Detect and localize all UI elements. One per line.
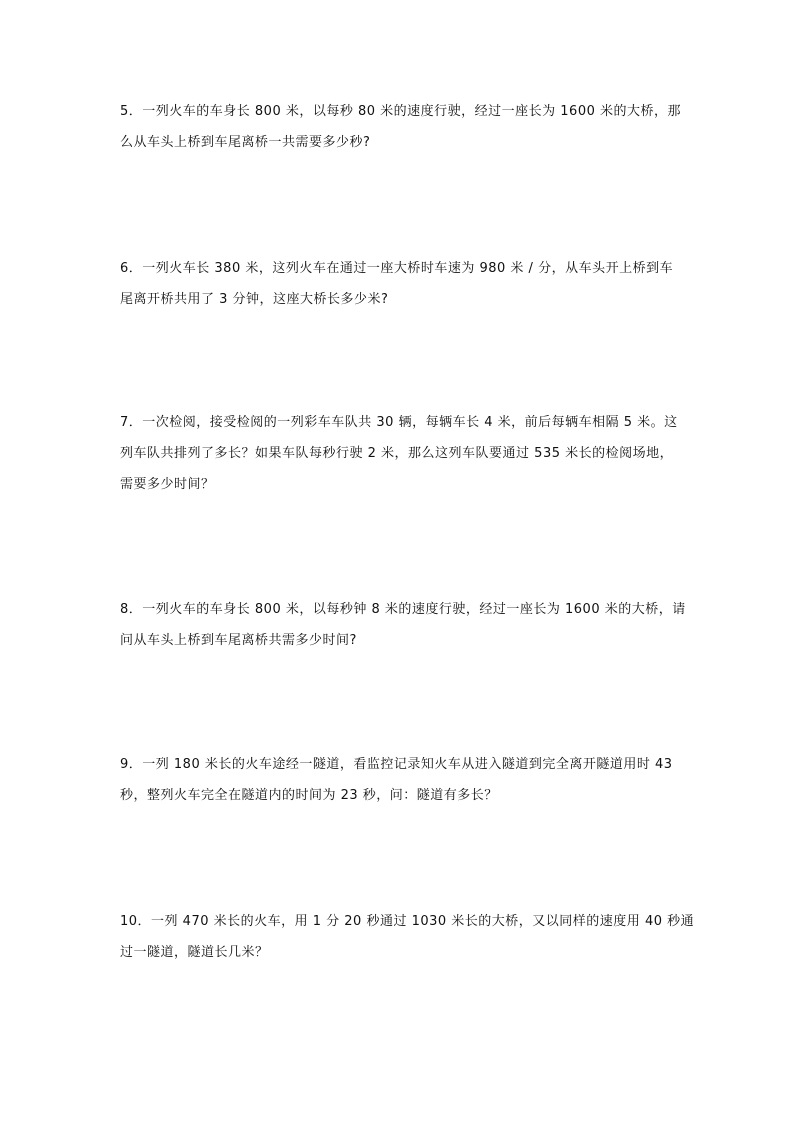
problem-6-line-1: 6．一列火车长 380 米，这列火车在通过一座大桥时车速为 980 米 / 分，从车头开上桥到车 — [120, 261, 674, 276]
problem-5-line-2: 么从车头上桥到车尾离桥一共需要多少秒? — [120, 135, 371, 150]
problem-7-line-2: 列车队共排列了多长？如果车队每秒行驶 2 米，那么这列车队要通过 535 米长的检阅场地， — [120, 446, 674, 461]
problem-6-line-2: 尾离开桥共用了 3 分钟，这座大桥长多少米? — [120, 292, 389, 307]
problem-8-line-1: 8．一列火车的车身长 800 米，以每秒钟 8 米的速度行驶，经过一座长为 1600 米的大桥，请 — [120, 602, 686, 617]
problem-7-line-1: 7．一次检阅，接受检阅的一列彩车车队共 30 辆，每辆车长 4 米，前后每辆车相隔 5 米。这 — [120, 415, 678, 430]
problem-9-line-2: 秒，整列火车完全在隧道内的时间为 23 秒，问：隧道有多长？ — [120, 788, 498, 803]
problem-9 — [120, 749, 676, 811]
problem-5 — [120, 96, 682, 158]
problem-6 — [120, 253, 676, 315]
problem-10 — [120, 906, 695, 968]
problem-7 — [120, 407, 676, 500]
problem-8-line-2: 问从车头上桥到车尾离桥共需多少时间? — [120, 633, 357, 648]
problem-7-line-3: 需要多少时间？ — [120, 477, 215, 492]
problem-8 — [120, 594, 686, 656]
problem-10-line-2: 过一隧道，隧道长几米？ — [120, 945, 269, 960]
problem-10-line-1: 10．一列 470 米长的火车，用 1 分 20 秒通过 1030 米长的大桥，又以同样的速度用 40 秒通 — [120, 914, 695, 929]
problem-9-line-1: 9．一列 180 米长的火车途经一隧道，看监控记录知火车从进入隧道到完全离开隧道用时 43 — [120, 757, 673, 772]
problem-5-line-1: 5．一列火车的车身长 800 米，以每秒 80 米的速度行驶，经过一座长为 1600 米的大桥，那 — [120, 104, 682, 119]
